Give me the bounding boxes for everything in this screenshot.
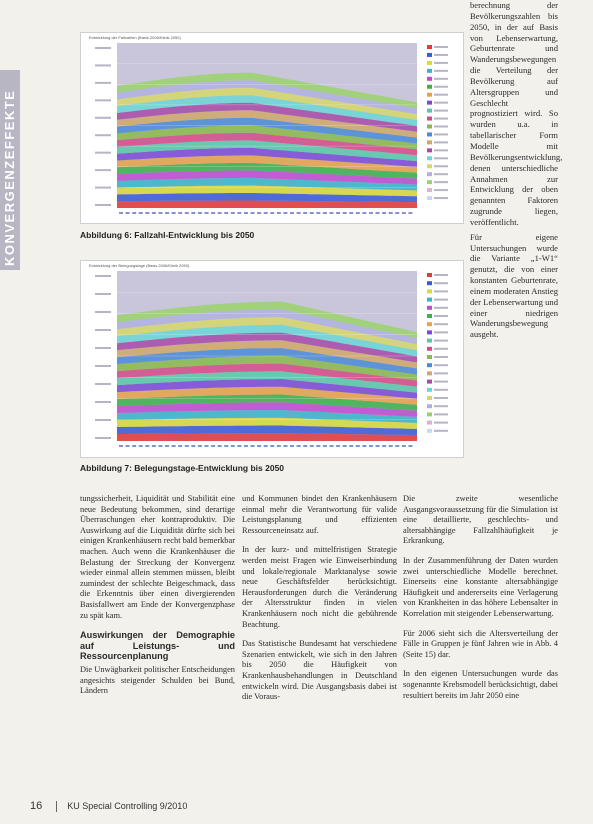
tick-label-placeholder bbox=[126, 445, 130, 447]
tick-label-placeholder bbox=[139, 212, 143, 214]
legend-swatch bbox=[427, 172, 432, 176]
legend-label-placeholder bbox=[434, 110, 448, 112]
legend-label-placeholder bbox=[434, 413, 448, 415]
legend-swatch bbox=[427, 429, 432, 433]
legend-label-placeholder bbox=[434, 290, 448, 292]
legend-swatch bbox=[427, 412, 432, 416]
tick-label-placeholder bbox=[408, 445, 412, 447]
tick-label-placeholder bbox=[244, 445, 248, 447]
legend-label-placeholder bbox=[434, 405, 448, 407]
tick-label-placeholder bbox=[95, 187, 111, 189]
legend-swatch bbox=[427, 85, 432, 89]
tick-label-placeholder bbox=[95, 275, 111, 277]
tick-label-placeholder bbox=[402, 212, 406, 214]
legend-swatch bbox=[427, 156, 432, 160]
legend-swatch bbox=[427, 180, 432, 184]
tick-label-placeholder bbox=[303, 445, 307, 447]
tick-label-placeholder bbox=[382, 445, 386, 447]
legend-swatch bbox=[427, 132, 432, 136]
tick-label-placeholder bbox=[95, 437, 111, 439]
legend-swatch bbox=[427, 322, 432, 326]
tick-label-placeholder bbox=[158, 212, 162, 214]
tick-label-placeholder bbox=[132, 445, 136, 447]
legend-swatch bbox=[427, 421, 432, 425]
tick-label-placeholder bbox=[244, 212, 248, 214]
tick-label-placeholder bbox=[95, 365, 111, 367]
tick-label-placeholder bbox=[382, 212, 386, 214]
area-band bbox=[117, 433, 417, 441]
legend-swatch bbox=[427, 289, 432, 293]
legend-label-placeholder bbox=[434, 165, 448, 167]
stacked-area-plot bbox=[81, 33, 463, 223]
legend-swatch bbox=[427, 188, 432, 192]
body-paragraph: Das Statistische Bundesamt hat verschiedene Szenarien entwickelt, wie sich in den Jahren bis 2050 die Häufigkeit von Krankenhausbehandlungen in Deutschland entwickeln wird. Die Ausgangsbasis dabei ist die Voraus- bbox=[242, 639, 397, 702]
figure-7-caption: Abbildung 7: Belegungstage-Entwicklung bis 2050 bbox=[80, 463, 285, 473]
body-paragraph: In der kurz- und mittelfristigen Strategie werden meist Fragen wie Einweiserbindung und lokale/regionale Marktanalyse sowie neue Geschäftsfelder berücksichtigt. Herausforderungen durch die Veränderung der Altersstruktur finden in vielen Krankenhäusern noch nicht die gebührende Beachtung. bbox=[242, 545, 397, 629]
body-paragraph: und Kommunen bindet den Krankenhäusern einmal mehr die Verantwortung für valide Leistungsplanung und effizienten Ressourceneinsatz auf. bbox=[242, 494, 397, 535]
tick-label-placeholder bbox=[191, 445, 195, 447]
tick-label-placeholder bbox=[297, 445, 301, 447]
tick-label-placeholder bbox=[251, 445, 255, 447]
tick-label-placeholder bbox=[251, 212, 255, 214]
tick-label-placeholder bbox=[316, 445, 320, 447]
tick-label-placeholder bbox=[376, 212, 380, 214]
tick-label-placeholder bbox=[277, 212, 281, 214]
legend-swatch bbox=[427, 53, 432, 57]
legend-label-placeholder bbox=[434, 102, 448, 104]
legend-swatch bbox=[427, 117, 432, 121]
tick-label-placeholder bbox=[95, 383, 111, 385]
tick-label-placeholder bbox=[389, 445, 393, 447]
tick-label-placeholder bbox=[297, 212, 301, 214]
tick-label-placeholder bbox=[329, 212, 333, 214]
legend-label-placeholder bbox=[434, 356, 448, 358]
tick-label-placeholder bbox=[178, 212, 182, 214]
tick-label-placeholder bbox=[257, 445, 261, 447]
legend-label-placeholder bbox=[434, 133, 448, 135]
tick-label-placeholder bbox=[264, 212, 268, 214]
legend-swatch bbox=[427, 148, 432, 152]
tick-label-placeholder bbox=[132, 212, 136, 214]
legend-label-placeholder bbox=[434, 126, 448, 128]
legend-label-placeholder bbox=[434, 299, 448, 301]
figure-7-chart-title: Entwicklung der Belegungstage (Basis 2006/Klinik 2050) bbox=[89, 263, 190, 268]
tick-label-placeholder bbox=[283, 445, 287, 447]
tick-label-placeholder bbox=[369, 212, 373, 214]
tick-label-placeholder bbox=[139, 445, 143, 447]
text-column-1 bbox=[80, 494, 235, 706]
tick-label-placeholder bbox=[95, 82, 111, 84]
section-heading: Auswirkungen der Demographie auf Leistungs- und Ressourcenplanung bbox=[80, 630, 235, 662]
legend-label-placeholder bbox=[434, 307, 448, 309]
tick-label-placeholder bbox=[198, 445, 202, 447]
legend-swatch bbox=[427, 396, 432, 400]
legend-label-placeholder bbox=[434, 397, 448, 399]
tick-label-placeholder bbox=[310, 212, 314, 214]
legend-swatch bbox=[427, 69, 432, 73]
text-column-2 bbox=[242, 494, 397, 712]
legend-swatch bbox=[427, 125, 432, 129]
tick-label-placeholder bbox=[218, 212, 222, 214]
tick-label-placeholder bbox=[323, 212, 327, 214]
tick-label-placeholder bbox=[205, 212, 209, 214]
tick-label-placeholder bbox=[95, 329, 111, 331]
legend-swatch bbox=[427, 61, 432, 65]
tick-label-placeholder bbox=[356, 445, 360, 447]
tick-label-placeholder bbox=[257, 212, 261, 214]
footer-divider bbox=[56, 801, 57, 812]
tick-label-placeholder bbox=[395, 212, 399, 214]
legend-label-placeholder bbox=[434, 364, 448, 366]
tick-label-placeholder bbox=[343, 212, 347, 214]
tick-label-placeholder bbox=[178, 445, 182, 447]
legend-swatch bbox=[427, 306, 432, 310]
legend-swatch bbox=[427, 371, 432, 375]
tick-label-placeholder bbox=[395, 445, 399, 447]
tick-label-placeholder bbox=[402, 445, 406, 447]
legend-label-placeholder bbox=[434, 181, 448, 183]
tick-label-placeholder bbox=[95, 64, 111, 66]
tick-label-placeholder bbox=[277, 445, 281, 447]
tick-label-placeholder bbox=[126, 212, 130, 214]
tick-label-placeholder bbox=[198, 212, 202, 214]
legend-label-placeholder bbox=[434, 282, 448, 284]
legend-swatch bbox=[427, 314, 432, 318]
tick-label-placeholder bbox=[389, 212, 393, 214]
body-paragraph: Die Unwägbarkeit politischer Entscheidungen angesichts steigender Schulden bei Bund, Ländern bbox=[80, 664, 235, 696]
tick-label-placeholder bbox=[224, 445, 228, 447]
tick-label-placeholder bbox=[158, 445, 162, 447]
tick-label-placeholder bbox=[290, 212, 294, 214]
tick-label-placeholder bbox=[362, 445, 366, 447]
legend-label-placeholder bbox=[434, 381, 448, 383]
right-paragraph: Für eigene Untersuchungen wurde die Variante „1-W1“ genutzt, die von einer konstanten Geburtenrate, einem moderaten Anstieg der Lebenserwartung und einer niedrigen Wanderungsbewegung ausgeht. bbox=[470, 231, 558, 340]
tick-label-placeholder bbox=[211, 212, 215, 214]
tick-label-placeholder bbox=[349, 445, 353, 447]
tick-label-placeholder bbox=[336, 212, 340, 214]
right-paragraph: berechnung der Bevölkerungszahlen bis 2050, in der auf Basis von Lebenserwartung, Geburtenrate und Wanderungsbewegungen die Verteilung der Bevölkerung auf Altersgruppen und Geschlecht prognostiziert wird. So wurden u.a. in tabellarischer Form Modelle mit Bevölkerungsentwicklung, denen unterschiedliche Annahmen zur Entwicklung der oben genannten Faktoren zugrunde liegen, veröffentlicht. bbox=[470, 0, 563, 227]
legend-label-placeholder bbox=[434, 323, 448, 325]
legend-swatch bbox=[427, 347, 432, 351]
tick-label-placeholder bbox=[152, 212, 156, 214]
legend-swatch bbox=[427, 404, 432, 408]
tick-label-placeholder bbox=[323, 445, 327, 447]
tick-label-placeholder bbox=[369, 445, 373, 447]
tick-label-placeholder bbox=[145, 445, 149, 447]
tick-label-placeholder bbox=[303, 212, 307, 214]
tick-label-placeholder bbox=[290, 445, 294, 447]
tick-label-placeholder bbox=[95, 169, 111, 171]
legend-swatch bbox=[427, 164, 432, 168]
legend-label-placeholder bbox=[434, 70, 448, 72]
tick-label-placeholder bbox=[408, 212, 412, 214]
body-paragraph: In den eigenen Untersuchungen wurde das sogenannte Krebsmodell berücksichtigt, dabei resultiert bereits im Jahr 2050 eine bbox=[403, 669, 558, 700]
tick-label-placeholder bbox=[165, 212, 169, 214]
body-paragraph: tungssicherheit, Liquidität und Stabilität eine neue Bedeutung bekommen, sind derartige Überraschungen eher kontraproduktiv. Die Auswirkung auf die Liquidität dürfte sich bei einigen Krankenhäusern recht bald bemerkbar machen. Auch wenn die Krankenhäuser die Belastung der Streckung der Konvergenz wieder einmal allein stemmen müssen, bleibt zumindest der schlechte Beigeschmack, dass die Erkenntnis über einen divergierenden Basisfallwert am Ende der Konvergenzphase zu spät kam. bbox=[80, 494, 235, 620]
legend-swatch bbox=[427, 109, 432, 113]
tick-label-placeholder bbox=[165, 445, 169, 447]
tick-label-placeholder bbox=[316, 212, 320, 214]
section-tab-label: KONVERGENZEFFEKTE bbox=[2, 89, 17, 266]
legend-label-placeholder bbox=[434, 54, 448, 56]
legend-swatch bbox=[427, 298, 432, 302]
tick-label-placeholder bbox=[95, 419, 111, 421]
legend-label-placeholder bbox=[434, 422, 448, 424]
tick-label-placeholder bbox=[95, 347, 111, 349]
tick-label-placeholder bbox=[211, 445, 215, 447]
publication-name: KU Special Controlling 9/2010 bbox=[67, 801, 188, 811]
tick-label-placeholder bbox=[172, 445, 176, 447]
tick-label-placeholder bbox=[310, 445, 314, 447]
legend-label-placeholder bbox=[434, 274, 448, 276]
legend-label-placeholder bbox=[434, 118, 448, 120]
legend-swatch bbox=[427, 140, 432, 144]
legend-label-placeholder bbox=[434, 389, 448, 391]
tick-label-placeholder bbox=[172, 212, 176, 214]
legend-label-placeholder bbox=[434, 78, 448, 80]
tick-label-placeholder bbox=[95, 311, 111, 313]
text-column-3 bbox=[403, 494, 558, 710]
body-paragraph: Für 2006 sieht sich die Altersverteilung der Fälle in Gruppen je fünf Jahren wie in Abb. 4 (Seite 15) dar. bbox=[403, 628, 558, 659]
page-number: 16 bbox=[30, 800, 43, 812]
section-tab bbox=[0, 70, 20, 270]
tick-label-placeholder bbox=[95, 134, 111, 136]
legend-label-placeholder bbox=[434, 94, 448, 96]
tick-label-placeholder bbox=[231, 445, 235, 447]
tick-label-placeholder bbox=[224, 212, 228, 214]
figure-6-chart-title: Entwicklung der Fallzahlen (Basis 2006/Klinik 2050) bbox=[89, 35, 181, 40]
tick-label-placeholder bbox=[270, 445, 274, 447]
legend-label-placeholder bbox=[434, 149, 448, 151]
legend-label-placeholder bbox=[434, 197, 448, 199]
legend-label-placeholder bbox=[434, 340, 448, 342]
tick-label-placeholder bbox=[95, 117, 111, 119]
tick-label-placeholder bbox=[95, 401, 111, 403]
figure-6-chart bbox=[80, 32, 464, 224]
tick-label-placeholder bbox=[343, 445, 347, 447]
legend-label-placeholder bbox=[434, 141, 448, 143]
body-paragraph: In der Zusammenführung der Daten wurden zwei unterschiedliche Modelle berechnet. Einerseits eine konstante altersabhängige Häufigkeit und andererseits eine Verlagerung von Krankheiten in das höhere Lebensalter in Korrelation mit steigender Lebenserwartung. bbox=[403, 555, 558, 618]
figure-6-caption: Abbildung 6: Fallzahl-Entwicklung bis 2050 bbox=[80, 230, 255, 240]
legend-swatch bbox=[427, 93, 432, 97]
legend-label-placeholder bbox=[434, 348, 448, 350]
legend-swatch bbox=[427, 380, 432, 384]
tick-label-placeholder bbox=[119, 445, 123, 447]
tick-label-placeholder bbox=[95, 204, 111, 206]
legend-swatch bbox=[427, 196, 432, 200]
tick-label-placeholder bbox=[145, 212, 149, 214]
tick-label-placeholder bbox=[283, 212, 287, 214]
legend-swatch bbox=[427, 388, 432, 392]
legend-label-placeholder bbox=[434, 189, 448, 191]
legend-swatch bbox=[427, 363, 432, 367]
tick-label-placeholder bbox=[349, 212, 353, 214]
legend-swatch bbox=[427, 339, 432, 343]
legend-swatch bbox=[427, 355, 432, 359]
legend-swatch bbox=[427, 281, 432, 285]
body-paragraph: Die zweite wesentliche Ausgangsvoraussetzung für die Simulation ist eine detaillierte, geschlechts- und altersabhängige Fallzahlhäufigkeit je Erkrankung. bbox=[403, 494, 558, 546]
legend-swatch bbox=[427, 273, 432, 277]
tick-label-placeholder bbox=[362, 212, 366, 214]
page-footer bbox=[30, 800, 187, 812]
tick-label-placeholder bbox=[95, 99, 111, 101]
tick-label-placeholder bbox=[185, 445, 189, 447]
legend-label-placeholder bbox=[434, 331, 448, 333]
tick-label-placeholder bbox=[95, 47, 111, 49]
tick-label-placeholder bbox=[264, 445, 268, 447]
legend-label-placeholder bbox=[434, 315, 448, 317]
tick-label-placeholder bbox=[205, 445, 209, 447]
legend-label-placeholder bbox=[434, 46, 448, 48]
tick-label-placeholder bbox=[218, 445, 222, 447]
tick-label-placeholder bbox=[237, 212, 241, 214]
tick-label-placeholder bbox=[95, 152, 111, 154]
tick-label-placeholder bbox=[329, 445, 333, 447]
figure-7-chart bbox=[80, 260, 464, 458]
tick-label-placeholder bbox=[376, 445, 380, 447]
legend-label-placeholder bbox=[434, 372, 448, 374]
legend-label-placeholder bbox=[434, 157, 448, 159]
tick-label-placeholder bbox=[270, 212, 274, 214]
right-column-text bbox=[470, 0, 563, 344]
tick-label-placeholder bbox=[95, 293, 111, 295]
legend-swatch bbox=[427, 101, 432, 105]
tick-label-placeholder bbox=[119, 212, 123, 214]
legend-label-placeholder bbox=[434, 173, 448, 175]
tick-label-placeholder bbox=[185, 212, 189, 214]
legend-label-placeholder bbox=[434, 86, 448, 88]
tick-label-placeholder bbox=[152, 445, 156, 447]
tick-label-placeholder bbox=[237, 445, 241, 447]
legend-label-placeholder bbox=[434, 62, 448, 64]
stacked-area-plot bbox=[81, 261, 463, 457]
legend-swatch bbox=[427, 77, 432, 81]
legend-label-placeholder bbox=[434, 430, 448, 432]
tick-label-placeholder bbox=[336, 445, 340, 447]
tick-label-placeholder bbox=[356, 212, 360, 214]
legend-swatch bbox=[427, 330, 432, 334]
tick-label-placeholder bbox=[191, 212, 195, 214]
legend-swatch bbox=[427, 45, 432, 49]
tick-label-placeholder bbox=[231, 212, 235, 214]
